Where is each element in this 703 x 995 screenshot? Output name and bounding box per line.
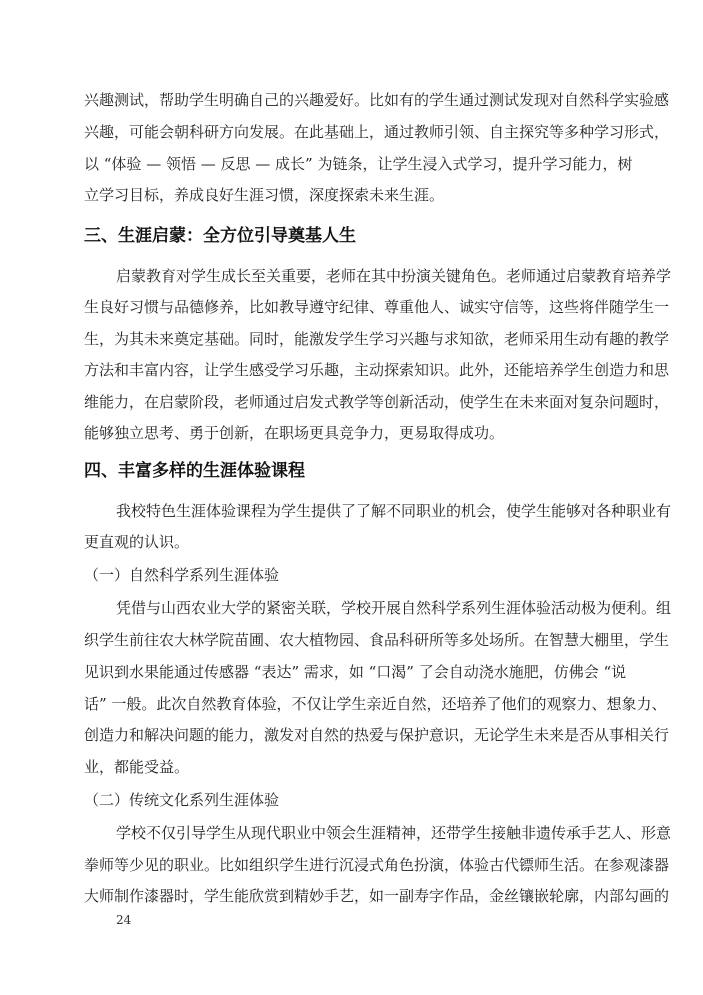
paragraph-line: 业，都能受益。	[84, 758, 190, 776]
paragraph-line: 织学生前往农大林学院苗圃、农大植物园、食品科研所等多处场所。在智慧大棚里，学生	[84, 631, 670, 649]
paragraph-line: 创造力和解决问题的能力，激发对自然的热爱与保护意识，无论学生未来是否从事相关行	[84, 726, 670, 744]
paragraph-line: 以 “体验 — 领悟 — 反思 — 成长” 为链条，让学生浸入式学习，提升学习能力，树	[84, 155, 633, 173]
paragraph-line: 方法和丰富内容，让学生感受学习乐趣，主动探索知识。此外，还能培养学生创造力和思	[84, 361, 670, 379]
paragraph-line: 启蒙教育对学生成长至关重要，老师在其中扮演关键角色。老师通过启蒙教育培养学	[116, 267, 672, 285]
paragraph-line: 凭借与山西农业大学的紧密关联，学校开展自然科学系列生涯体验活动极为便利。组	[116, 599, 672, 617]
page-number: 24	[116, 913, 132, 927]
paragraph-line: 立学习目标，养成良好生涯习惯，深度探索未来生涯。	[84, 186, 445, 204]
paragraph-line: 大师制作漆器时，学生能欣赏到精妙手艺，如一副寿字作品，金丝镶嵌轮廓，内部勾画的	[84, 887, 670, 905]
section-heading: 三、生涯启蒙：全方位引导奠基人生	[84, 226, 356, 246]
subsection-heading: （二）传统文化系列生涯体验	[84, 791, 280, 809]
paragraph-line: 学校不仅引导学生从现代职业中领会生涯精神，还带学生接触非遗传承手艺人、形意	[116, 824, 672, 842]
paragraph-line: 能够独立思考、勇于创新，在职场更具竞争力，更易取得成功。	[84, 424, 505, 442]
paragraph-line: 拳师等少见的职业。比如组织学生进行沉浸式角色扮演，体验古代镖师生活。在参观漆器	[84, 856, 670, 874]
paragraph-line: 兴趣测试，帮助学生明确自己的兴趣爱好。比如有的学生通过测试发现对自然科学实验感	[84, 91, 670, 109]
paragraph-line: 更直观的认识。	[84, 533, 190, 551]
paragraph-line: 维能力，在启蒙阶段，老师通过启发式教学等创新活动，使学生在未来面对复杂问题时，	[84, 393, 670, 411]
paragraph-line: 生，为其未来奠定基础。同时，能激发学生学习兴趣与求知欲，老师采用生动有趣的教学	[84, 330, 670, 348]
paragraph-line: 我校特色生涯体验课程为学生提供了了解不同职业的机会，使学生能够对各种职业有	[116, 502, 672, 520]
section-heading: 四、丰富多样的生涯体验课程	[84, 461, 305, 481]
paragraph-line: 话” 一般。此次自然教育体验，不仅让学生亲近自然，还培养了他们的观察力、想象力、	[84, 695, 667, 713]
paragraph-line: 兴趣，可能会朝科研方向发展。在此基础上，通过教师引领、自主探究等多种学习形式，	[84, 123, 670, 141]
paragraph-line: 生良好习惯与品德修养，比如教导遵守纪律、尊重他人、诚实守信等，这些将伴随学生一	[84, 298, 670, 316]
paragraph-line: 见识到水果能通过传感器 “表达” 需求，如 “口渴” 了会自动浇水施肥，仿佛会 “说	[84, 663, 627, 681]
subsection-heading: （一）自然科学系列生涯体验	[84, 566, 280, 584]
